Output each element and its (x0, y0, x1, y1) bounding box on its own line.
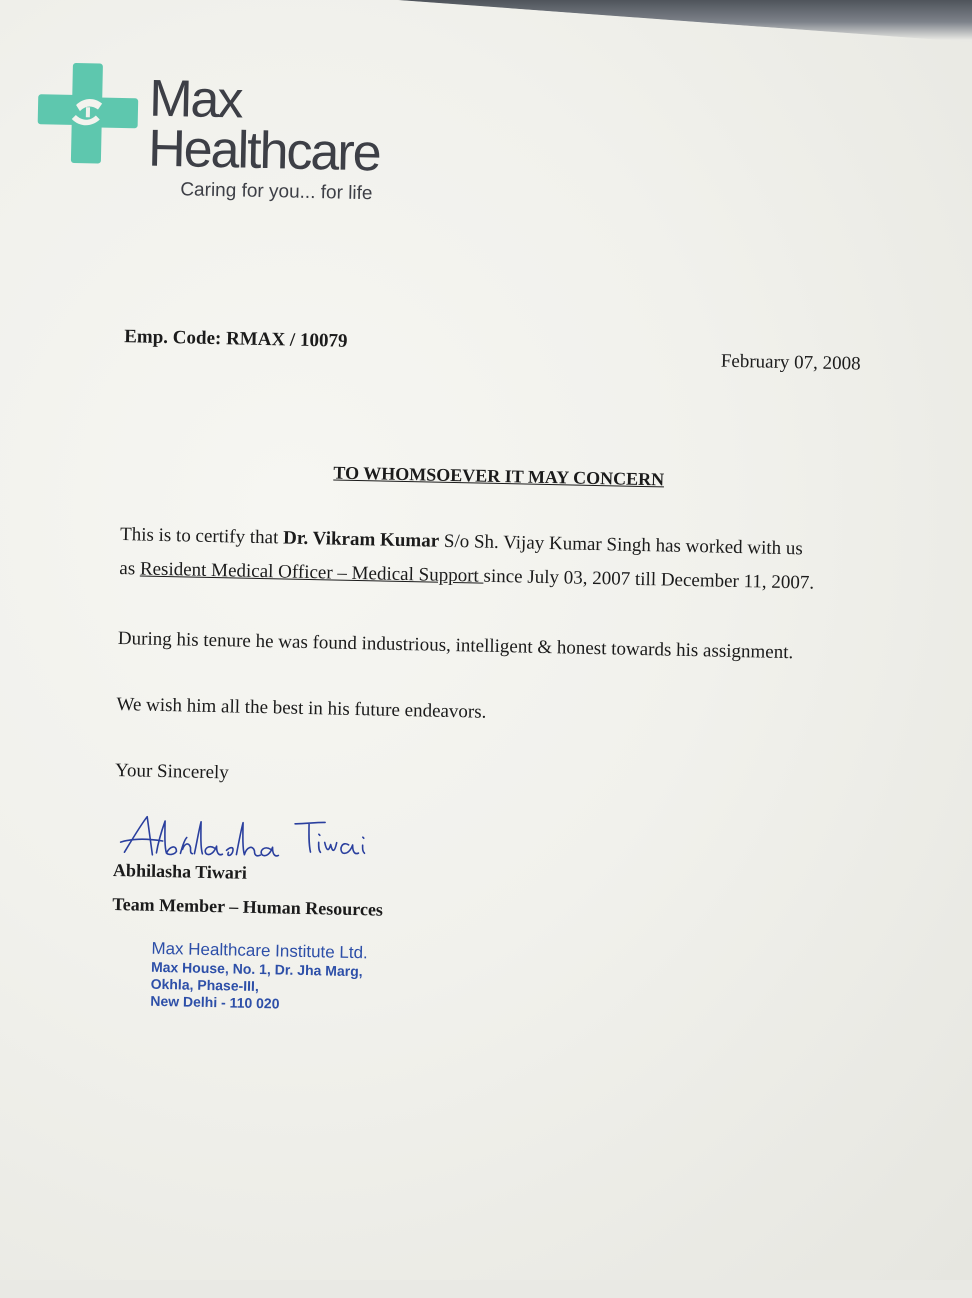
closing-salutation: Your Sincerely (114, 760, 229, 784)
letter-heading: TO WHOMSOEVER IT MAY CONCERN (333, 462, 665, 490)
logo-tagline: Caring for you... for life (180, 179, 373, 205)
letter-date: February 07, 2008 (720, 350, 861, 375)
employee-role: Resident Medical Officer – Medical Support (139, 558, 484, 587)
stamp-address-line2: Okhla, Phase-III, (150, 975, 259, 995)
company-address-stamp (150, 939, 368, 1015)
max-healthcare-cross-icon (31, 56, 145, 170)
logo-wordmark-max: Max (148, 69, 243, 130)
employee-code: Emp. Code: RMAX / 10079 (124, 326, 348, 352)
employee-name: Dr. Vikram Kumar (282, 527, 440, 552)
certify-mid: S/o Sh. Vijay Kumar Singh has worked with us (438, 530, 804, 560)
stamp-address-line3: New Delhi - 110 020 (150, 992, 280, 1012)
certify-paragraph-line2 (119, 558, 814, 595)
stamp-company-name: Max Healthcare Institute Ltd. (151, 938, 368, 963)
signer-name: Abhilasha Tiwari (112, 859, 248, 883)
wishes-paragraph: We wish him all the best in his future endeavors. (116, 694, 487, 723)
certify-as: as (119, 558, 141, 580)
certify-paragraph-line1 (120, 524, 803, 560)
signer-title: Team Member – Human Resources (112, 893, 384, 920)
stamp-address-line1: Max House, No. 1, Dr. Jha Marg, (150, 958, 363, 980)
certify-suffix: since July 03, 2007 till December 11, 2007. (483, 565, 815, 594)
certify-prefix: This is to certify that (119, 524, 284, 549)
tenure-paragraph: During his tenure he was found industrious, intelligent & honest towards his assignment. (117, 628, 794, 664)
logo-wordmark-healthcare: Healthcare (147, 119, 381, 183)
